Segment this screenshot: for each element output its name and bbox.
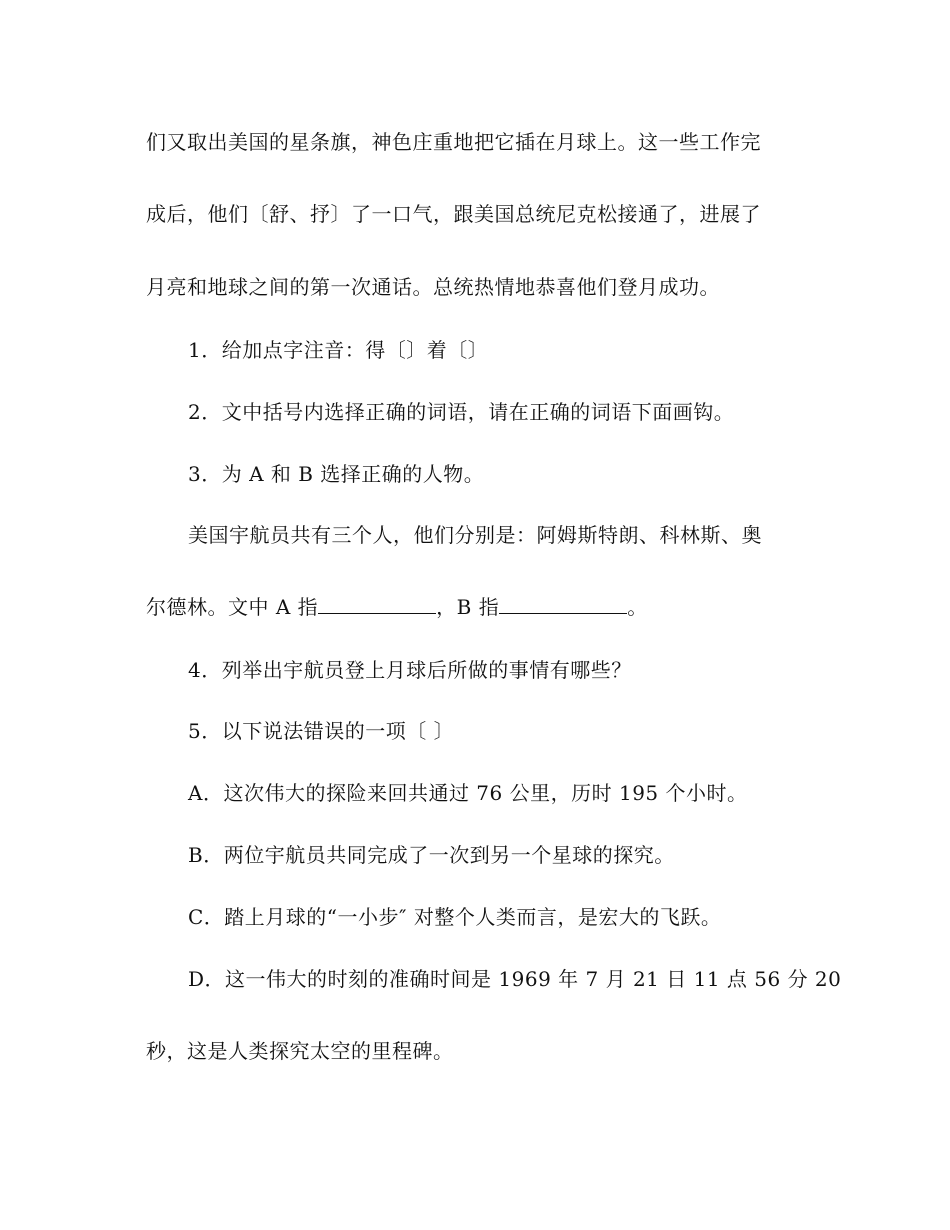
option-d-line-2: 秒，这是人类探究太空的里程碑。 xyxy=(146,1039,454,1063)
question-3-context-line-1: 美国宇航员共有三个人，他们分别是：阿姆斯特朗、科林斯、奥 xyxy=(188,523,762,547)
question-3-context-line-2 xyxy=(146,593,648,621)
passage-line-3: 月亮和地球之间的第一次通话。总统热情地恭喜他们登月成功。 xyxy=(146,275,720,299)
question-1: 1．给加点字注音：得〔〕着〔〕 xyxy=(188,338,489,362)
question-3: 3．为 A 和 B 选择正确的人物。 xyxy=(188,462,485,486)
question-4: 4．列举出宇航员登上月球后所做的事情有哪些？ xyxy=(188,658,632,682)
option-c: C．踏上月球的“一小步″ 对整个人类而言，是宏大的飞跃。 xyxy=(188,905,722,929)
passage-line-2: 成后，他们〔舒、抒〕了一口气，跟美国总统尼克松接通了，进展了 xyxy=(146,202,761,226)
question-5: 5．以下说法错误的一项〔 〕 xyxy=(188,719,455,743)
option-b: B．两位宇航员共同完成了一次到另一个星球的探究。 xyxy=(188,843,675,867)
q3-a-prefix: 尔德林。文中 A 指 xyxy=(146,595,319,619)
answer-blank-a[interactable] xyxy=(318,593,436,614)
option-a: A．这次伟大的探险来回共通过 76 公里，历时 195 个小时。 xyxy=(188,781,748,805)
answer-blank-b[interactable] xyxy=(499,593,627,614)
q3-end-punct: 。 xyxy=(627,595,648,619)
option-d-line-1: D．这一伟大的时刻的准确时间是 1969 年 7 月 21 日 11 点 56 分 20 xyxy=(188,967,842,991)
q3-b-prefix: ，B 指 xyxy=(436,595,500,619)
passage-line-1: 们又取出美国的星条旗，神色庄重地把它插在月球上。这一些工作完 xyxy=(146,130,761,154)
question-2: 2．文中括号内选择正确的词语，请在正确的词语下面画钩。 xyxy=(188,400,735,424)
